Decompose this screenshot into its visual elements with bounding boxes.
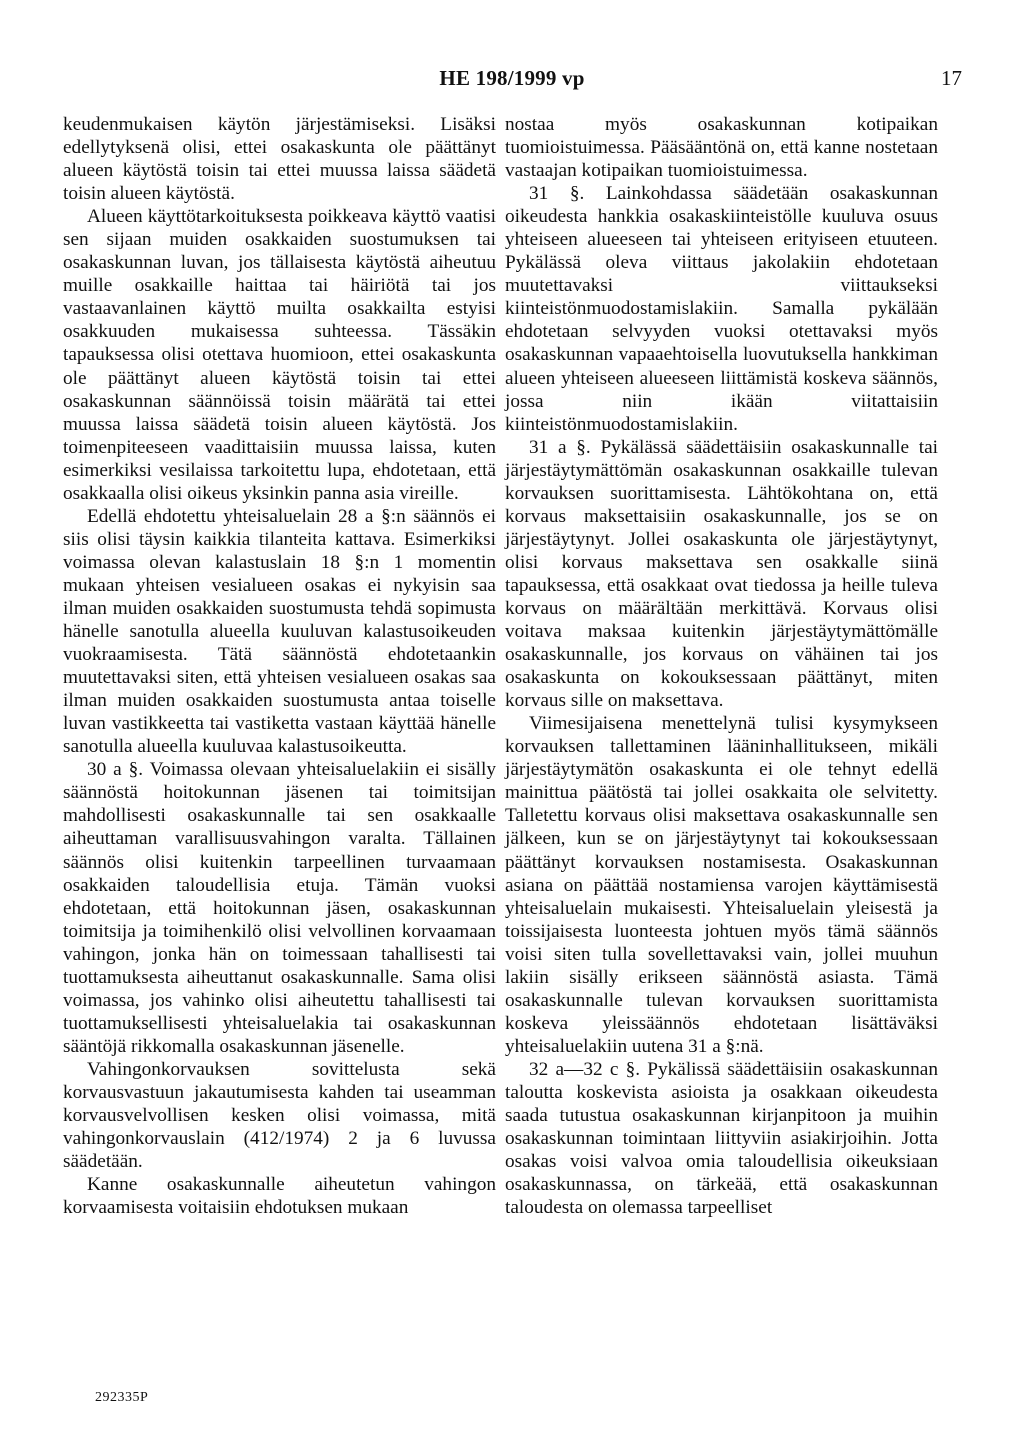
paragraph: 32 a—32 c §. Pykälissä säädettäisiin osakaskunnan taloutta koskevista asioista ja osakkaan oikeudesta saada tutustua osakaskunnan kirjanpitoon ja muihin osakaskunnan toimintaan liittyviin asiakirjoihin. Jotta osakas voisi valvoa omia taloudellisia oikeuksiaan osakaskunnassa, on tärkeää, että osakaskunnan taloudesta on olemassa tarpeelliset: [505, 1058, 938, 1219]
print-code: 292335P: [95, 1390, 149, 1405]
paragraph: Kanne osakaskunnalle aiheutetun vahingon korvaamisesta voitaisiin ehdotuksen mukaan: [63, 1174, 496, 1219]
paragraph: 30 a §. Voimassa olevaan yhteisaluelakiin ei sisälly säännöstä hoitokunnan jäsenen tai toimitsijan mahdollisesti osakaskunnalle tai sen osakkaalle aiheuttaman varallisuusvahingon varalta. Tällainen säännös olisi kuitenkin tarpeellinen turvaamaan osakkaiden taloudellisia etuja. Tämän vuoksi ehdotetaan, että hoitokunnan jäsen, osakaskunnan toimitsija ja toimihenkilö olisi velvollinen korvaamaan vahingon, jonka hän on toimessaan tahallisesti tai tuottamuksesta aiheuttanut osakaskunnalle. Sama olisi voimassa, jos vahinko olisi aiheutettu tahallisesti tai tuottamuksellisesti yhteisaluelakia tai osakaskunnan sääntöjä rikkomalla osakaskunnan jäsenelle.: [63, 759, 496, 1057]
paragraph: nostaa myös osakaskunnan kotipaikan tuomioistuimessa. Pääsääntönä on, että kanne nostetaan vastaajan kotipaikan tuomioistuimessa.: [505, 114, 938, 182]
paragraph: Vahingonkorvauksen sovittelusta sekä korvausvastuun jakautumisesta kahden tai useamman korvausvelvollisen kesken olisi voimassa, mitä vahingonkorvauslain (412/1974) 2 ja 6 luvussa säädetään.: [63, 1058, 496, 1173]
right-text-column: [505, 113, 938, 1219]
paragraph: keudenmukaisen käytön järjestämiseksi. Lisäksi edellytyksenä olisi, ettei osakaskunta ole päättänyt alueen käytöstä toisin tai ettei muussa laissa säädetä toisin alueen käytöstä.: [63, 114, 496, 205]
page-number: 17: [941, 66, 962, 90]
paragraph: 31 §. Lainkohdassa säädetään osakaskunnan oikeudesta hankkia osakaskiinteistölle kuuluva osuus yhteiseen alueeseen tai yhteiseen erityiseen etuuteen. Pykälässä oleva viittaus jakolakiin ehdotetaan muutettavaksi viittaukseksi kiinteistönmuodostamislakiin. Samalla pykälään ehdotetaan selvyyden vuoksi otettavaksi myös osakaskunnan vapaaehtoisella luovutuksella hankkiman alueen yhteiseen alueeseen liittämistä koskeva säännös, jossa niin ikään viitattaisiin kiinteistönmuodostamislakiin.: [505, 183, 938, 435]
page-header-title: HE 198/1999 vp: [439, 66, 585, 90]
paragraph: Edellä ehdotettu yhteisaluelain 28 a §:n säännös ei siis olisi täysin kaikkia tilanteita kattava. Esimerkiksi voimassa olevan kalastuslain 18 §:n 1 momentin mukaan yhteisen vesialueen osakas ei nykyisin saa ilman muiden osakkaiden suostumusta tehdä sopimusta hänelle sanotulla alueella kuuluvan kalastusoikeuden vuokraamisesta. Tätä säännöstä ehdotetaankin muutettavaksi siten, että yhteisen vesialueen osakas saa ilman muiden osakkaiden suostumusta antaa toiselle luvan vastikkeetta tai vastiketta vastaan käyttää hänelle sanotulla alueella kuuluvaa kalastusoikeutta.: [63, 505, 496, 758]
paragraph: Viimesijaisena menettelynä tulisi kysymykseen korvauksen tallettaminen lääninhallitukseen, mikäli järjestäytymätön osakaskunta ei ole tehnyt edellä mainittua päätöstä tai jollei osakkaita ole selvitetty. Talletettu korvaus olisi maksettava osakaskunnalle sen jälkeen, kun se on järjestäytynyt tai kokouksessaan päättänyt korvauksen nostamisesta. Osakaskunnan asiana on päättää nostamiensa varojen käyttämisestä yhteisaluelain mukaisesti. Yhteisaluelain yleisestä ja toissijaisesta luonteesta johtuen myös tämä säännös voisi siten tulla sovellettavaksi vain, jollei muuhun lakiin sisälly erikseen säännöstä asiasta. Tämä osakaskunnalle tulevan korvauksen suorittamista koskeva yleissäännös ehdotetaan lisättäväksi yhteisaluelakiin uutena 31 a §:nä.: [505, 713, 938, 1057]
paragraph: Alueen käyttötarkoituksesta poikkeava käyttö vaatisi sen sijaan muiden osakkaiden suostumuksen tai osakaskunnan luvan, jos tällaisesta käytöstä aiheutuu muille osakkaille haittaa tai häiriötä tai jos vastaavanlainen käyttö muilta osakkailta estyisi osakkuuden mukaisessa suhteessa. Tässäkin tapauksessa olisi otettava huomioon, ettei osakaskunta ole päättänyt alueen käytöstä toisin tai ettei osakaskunnan säännöissä toisin määrätä tai ettei muussa laissa säädetä toisin alueen käytöstä. Jos toimenpiteeseen vaadittaisiin muussa laissa, kuten esimerkiksi vesilaissa tarkoitettu lupa, ehdotetaan, että osakkaalla olisi oikeus yksinkin panna asia vireille.: [63, 206, 496, 504]
left-text-column: [63, 113, 496, 1219]
paragraph: 31 a §. Pykälässä säädettäisiin osakaskunnalle tai järjestäytymättömän osakaskunnan osakkaille tulevan korvauksen suorittamisesta. Lähtökohtana on, että korvaus maksettaisiin osakaskunnalle, jos se on järjestäytynyt. Jollei osakaskunta ole järjestäytynyt, olisi korvaus maksettava sen osakkalle siinä tapauksessa, että osakkaat ovat tiedossa ja heille tuleva korvaus on määrältään merkittävä. Korvaus olisi voitava maksaa kuitenkin järjestäytymättömälle osakaskunnalle, jos korvaus on vähäinen tai jos osakaskunta on kokouksessaan päättänyt, miten korvaus sille on maksettava.: [505, 436, 938, 712]
